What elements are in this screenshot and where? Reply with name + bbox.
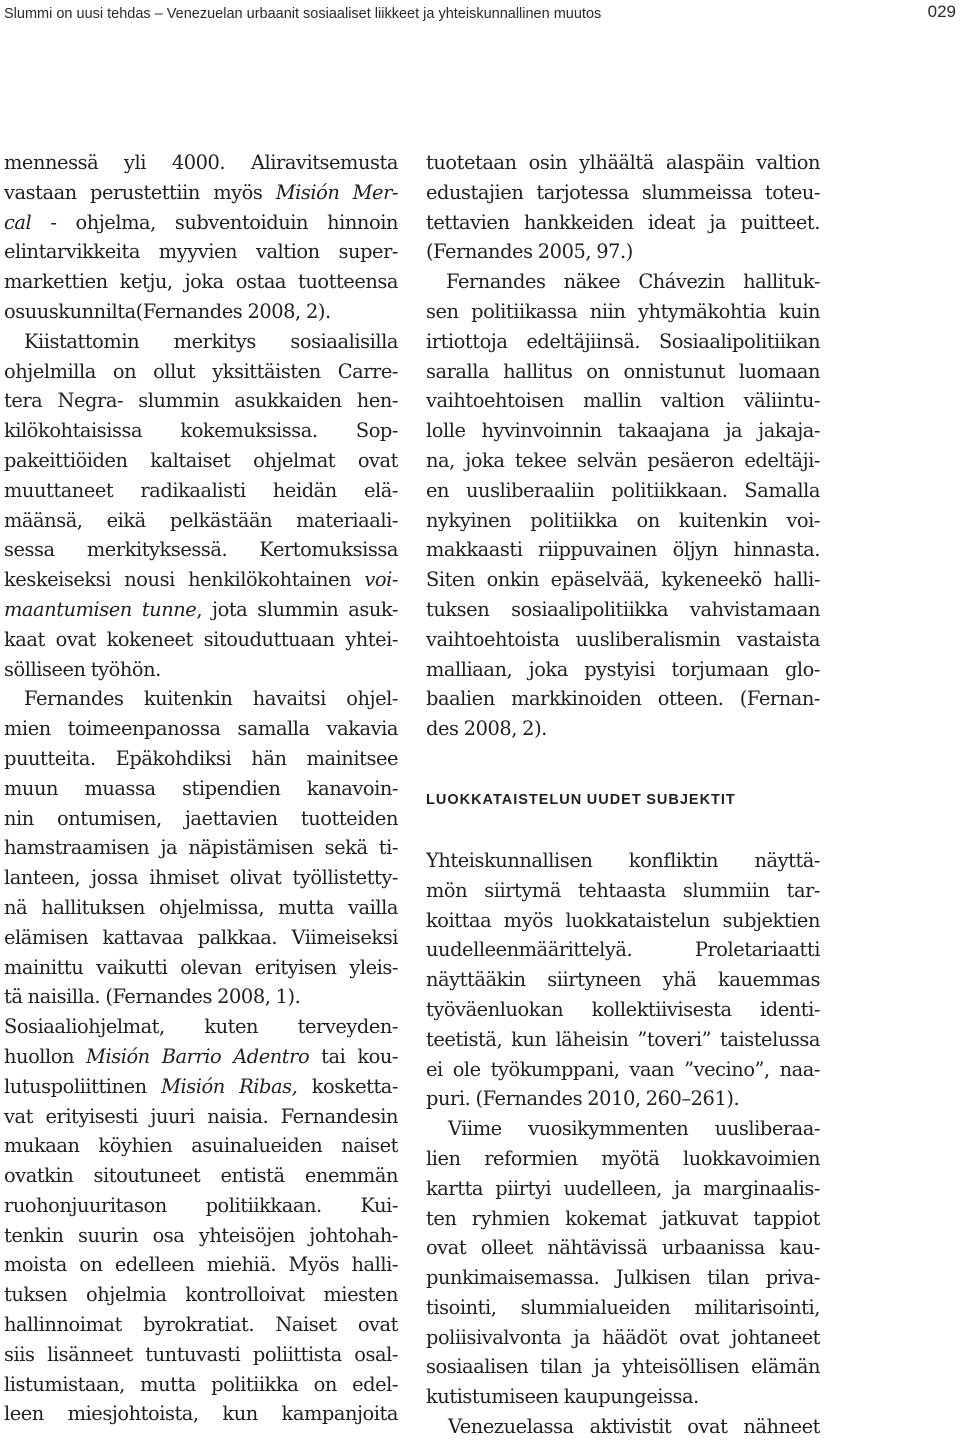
text-line: saralla hallitus on onnistunut luomaan	[426, 359, 820, 383]
text-line: en uusliberaaliin politiikkaan. Samalla	[426, 478, 820, 502]
text-line: vat erityisesti juuri naisia. Fernandesin	[4, 1104, 398, 1128]
text-line: vaihtoehtoista uusliberalismin vastaista	[426, 627, 820, 651]
text-line: mennessä yli 4000. Aliravitsemusta	[4, 151, 398, 174]
text-line: elämisen kattavaa palkkaa. Viimeiseksi	[4, 925, 398, 949]
italic-title: Misión Barrio Adentro	[86, 1044, 310, 1068]
text-line: Fernandes kuitenkin havaitsi ohjel-	[24, 687, 398, 711]
text-line: edustajien tarjotessa slummeissa toteu-	[426, 180, 820, 204]
text-line: siis lisänneet tuntuvasti poliittista osal-	[4, 1342, 398, 1366]
page-number: 029	[927, 2, 956, 21]
text-line: kartta piirtyi uudelleen, ja marginaalis-	[426, 1176, 820, 1200]
text-line: na, joka tekee selvän pesäeron edeltäji-	[426, 448, 820, 472]
text-line: makkaasti riippuvainen öljyn hinnasta.	[426, 538, 820, 562]
italic-title: Misión Ribas,	[161, 1074, 298, 1098]
text-line: muun muassa stipendien kanavoin-	[4, 776, 398, 800]
text-line: markettien ketju, joka ostaa tuotteensa	[4, 270, 398, 294]
left-text-column	[4, 148, 398, 1429]
text-line: osuuskunnilta(Fernandes 2008, 2).	[4, 299, 331, 323]
text-line: mien toimeenpanossa samalla vakavia	[4, 717, 398, 741]
italic-title: cal	[4, 210, 32, 234]
text-line: teetistä, kun läheisin ”toveri” taistelussa	[426, 1027, 820, 1051]
text-line: kaat ovat kokeneet sitouduttuaan yhtei-	[4, 627, 398, 651]
text-line: lutuspoliittinen Misión Ribas, kosketta-	[4, 1074, 398, 1098]
text-line: (Fernandes 2005, 97.)	[426, 240, 633, 264]
text-line: Sosiaaliohjelmat, kuten terveyden-	[4, 1015, 398, 1039]
text-line: ten ryhmien kokemat jatkuvat tappiot	[426, 1206, 820, 1230]
text-line: tettavien hankkeiden ideat ja puitteet.	[426, 210, 820, 234]
text-line: hallinnoimat byrokratiat. Naiset ovat	[4, 1313, 398, 1337]
text-line: tuksen ohjelmia kontrolloivat miesten	[4, 1283, 398, 1307]
italic-phrase: maantumisen tunne	[4, 597, 197, 621]
text-line: mainittu vaikutti olevan erityisen yleis-	[4, 955, 398, 979]
text-line: pakeittiöiden kaltaiset ohjelmat ovat	[4, 448, 398, 472]
text-line: sosiaalisen tilan ja yhteisöllisen elämän	[426, 1355, 820, 1379]
italic-phrase: voi-	[364, 568, 398, 592]
text-line: ohjelmilla on ollut yksittäisten Carre-	[4, 359, 398, 383]
text-line: lien reformien myötä luokkavoimien	[426, 1146, 820, 1170]
text-line: tenkin suurin osa yhteisöjen johtohah-	[4, 1223, 398, 1247]
italic-title: Misión Mer-	[275, 180, 398, 204]
text-line: baalien markkinoiden otteen. (Fernan-	[426, 687, 820, 711]
text-line: ruohonjuuritason politiikkaan. Kui-	[4, 1193, 398, 1217]
text-line: vaihtoehtoisen mallin valtion väliintu-	[426, 389, 820, 413]
running-header: Slummi on uusi tehdas – Venezuelan urbaanit sosiaaliset liikkeet ja yhteiskunnallinen muutos	[4, 6, 602, 22]
text-line: kilökohtaisissa kokemuksissa. Sop-	[4, 419, 398, 443]
text-line: nin ontumisen, jaettavien tuotteiden	[4, 806, 398, 830]
text-line: sessa merkityksessä. Kertomuksissa	[4, 538, 398, 562]
text-line: Venezuelassa aktivistit ovat nähneet	[448, 1415, 820, 1439]
text-line: punkimaisemassa. Julkisen tilan priva-	[426, 1266, 820, 1290]
section-heading: LUOKKATAISTELUN UUDET SUBJEKTIT	[426, 791, 736, 808]
text-line: puutteita. Epäkohdiksi hän mainitsee	[4, 746, 398, 770]
text-line: keskeiseksi nousi henkilökohtainen voi-	[4, 568, 398, 592]
text-line: tuotetaan osin ylhäältä alaspäin valtion	[426, 151, 820, 174]
text-line: Viime vuosikymmenten uusliberaa-	[448, 1117, 820, 1141]
text-line: Siten onkin epäselvää, kykeneekö halli-	[426, 568, 820, 592]
text-line: Kiistattomin merkitys sosiaalisilla	[24, 329, 398, 353]
text-line: Yhteiskunnallisen konfliktin näyttä-	[426, 848, 820, 872]
text-line: moista on edelleen miehiä. Myös halli-	[4, 1253, 398, 1277]
text-line: tera Negra- slummin asukkaiden hen-	[4, 389, 398, 413]
text-line: tisointi, slummialueiden militarisointi,	[426, 1295, 820, 1319]
text-line: elintarvikkeita myyvien valtion super-	[4, 240, 398, 264]
right-text-column	[426, 148, 820, 1442]
text-line: ei ole työkumppani, vaan ”vecino”, naa-	[426, 1057, 820, 1081]
text-line: huollon Misión Barrio Adentro tai kou-	[4, 1044, 398, 1068]
text-line: listumistaan, mutta politiikka on edel-	[4, 1372, 398, 1396]
text-line: näyttääkin siirtyneen yhä kauemmas	[426, 968, 820, 992]
text-line: muuttaneet radikaalisti heidän elä-	[4, 478, 398, 502]
text-line: Fernandes näkee Chávezin hallituk-	[446, 270, 820, 294]
text-line: des 2008, 2).	[426, 717, 547, 741]
text-line: nä hallituksen ohjelmissa, mutta vailla	[4, 895, 398, 919]
text-line: työväenluokan kollektiivisesta identi-	[426, 997, 820, 1021]
text-line: maantumisen tunne, jota slummin asuk-	[4, 597, 398, 621]
text-line: hamstraamisen ja näpistämisen sekä ti-	[4, 836, 398, 860]
text-line: irtiottoja edeltäjiinsä. Sosiaalipolitiikan	[426, 329, 820, 353]
text-line: poliisivalvonta ja häädöt ovat johtaneet	[426, 1325, 820, 1349]
text-line: sen politiikassa niin yhtymäkohtia kuin	[426, 299, 820, 323]
text-line: sölliseen työhön.	[4, 657, 161, 681]
text-line: määnsä, eikä pelkästään materiaali-	[4, 508, 398, 532]
text-line: kutistumiseen kaupungeissa.	[426, 1385, 699, 1409]
text-line: mön siirtymä tehtaasta slummiin tar-	[426, 878, 820, 902]
text-line: tuksen sosiaalipolitiikka vahvistamaan	[426, 597, 820, 621]
text-line: cal - ohjelma, subventoiduin hinnoin	[4, 210, 398, 234]
text-line: lanteen, jossa ihmiset olivat työllistetty-	[4, 866, 398, 890]
text-line: ovat olleet nähtävissä urbaanissa kau-	[426, 1236, 820, 1260]
text-line: puri. (Fernandes 2010, 260–261).	[426, 1087, 740, 1111]
text-line: mukaan köyhien asuinalueiden naiset	[4, 1134, 398, 1158]
text-line: koittaa myös luokkataistelun subjektien	[426, 908, 820, 932]
text-line: nykyinen politiikka on kuitenkin voi-	[426, 508, 820, 532]
text-line: malliaan, joka pystyisi torjumaan glo-	[426, 657, 820, 681]
text-line: leen miesjohtoista, kun kampanjoita	[4, 1402, 398, 1426]
text-line: ovatkin sitoutuneet entistä enemmän	[4, 1164, 398, 1188]
text-line: vastaan perustettiin myös Misión Mer-	[4, 180, 398, 204]
text-line: uudelleenmäärittelyä. Proletariaatti	[426, 938, 820, 962]
text-line: lolle hyvinvoinnin takaajana ja jakaja-	[426, 419, 820, 443]
text-line: tä naisilla. (Fernandes 2008, 1).	[4, 985, 301, 1009]
